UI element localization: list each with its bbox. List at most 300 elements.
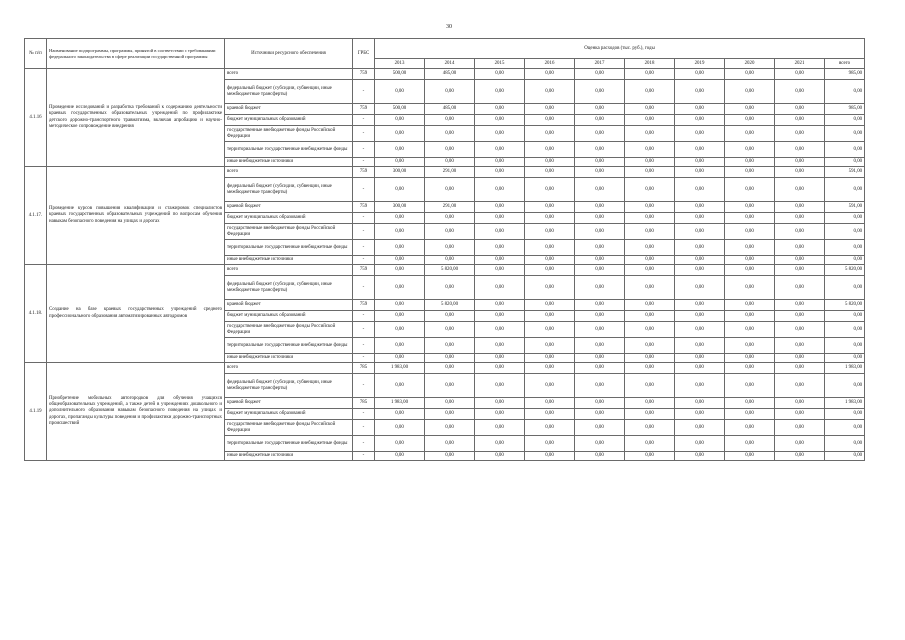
funding-source: бюджет муниципальных образований — [225, 311, 353, 322]
year-value: 0,00 — [425, 436, 475, 452]
year-value: 0,00 — [575, 69, 625, 80]
year-value: 0,00 — [625, 178, 675, 202]
year-value: 300,00 — [375, 202, 425, 213]
year-value: 0,00 — [375, 265, 425, 276]
total-value: 985,00 — [825, 104, 865, 115]
year-value: 0,00 — [475, 300, 525, 311]
funding-source: иные внебюджетные источники — [225, 256, 353, 265]
grbs-code: 785 — [353, 363, 375, 374]
year-value: 0,00 — [425, 363, 475, 374]
total-value: 0,00 — [825, 240, 865, 256]
measure-name: Проведение курсов повышения квалификации и стажировок специалистов краевых государственных образовательных учреждений по вопросам обучения навыкам безопасного поведения на улицах и дорогах — [47, 167, 225, 265]
year-value: 0,00 — [575, 452, 625, 461]
year-value: 0,00 — [625, 363, 675, 374]
grbs-code: - — [353, 354, 375, 363]
year-value: 0,00 — [625, 126, 675, 142]
grbs-code: 759 — [353, 300, 375, 311]
year-value: 0,00 — [375, 420, 425, 436]
year-value: 0,00 — [725, 126, 775, 142]
year-value: 0,00 — [725, 363, 775, 374]
year-value: 0,00 — [625, 115, 675, 126]
year-value: 0,00 — [775, 213, 825, 224]
year-value: 0,00 — [475, 224, 525, 240]
total-value: 0,00 — [825, 452, 865, 461]
year-value: 0,00 — [375, 452, 425, 461]
year-value: 0,00 — [575, 436, 625, 452]
grbs-code: - — [353, 178, 375, 202]
year-value: 0,00 — [775, 409, 825, 420]
year-value: 500,00 — [375, 69, 425, 80]
year-value: 0,00 — [375, 224, 425, 240]
year-value: 0,00 — [625, 158, 675, 167]
year-value: 0,00 — [475, 363, 525, 374]
year-value: 0,00 — [525, 213, 575, 224]
year-value: 0,00 — [425, 115, 475, 126]
header-grbs: ГРБС — [353, 39, 375, 69]
measure-name: Создание на базе краевых государственных учреждений среднего профессионального образования автоматизированных автодромов — [47, 265, 225, 363]
table-row — [25, 265, 865, 276]
year-value: 0,00 — [425, 322, 475, 338]
year-value: 5 820,00 — [425, 300, 475, 311]
header-name: Наименование подпрограммы, программы, принятой в соответствии с требованиями федерального законодательства в сфере реализации государственной программы — [47, 39, 225, 69]
grbs-code: - — [353, 126, 375, 142]
year-value: 0,00 — [525, 80, 575, 104]
year-value: 0,00 — [475, 104, 525, 115]
year-value: 0,00 — [675, 69, 725, 80]
year-value: 0,00 — [675, 398, 725, 409]
year-value: 0,00 — [425, 354, 475, 363]
grbs-code: - — [353, 436, 375, 452]
funding-source: всего — [225, 363, 353, 374]
year-value: 0,00 — [475, 240, 525, 256]
year-value: 0,00 — [775, 256, 825, 265]
total-value: 0,00 — [825, 338, 865, 354]
year-value: 0,00 — [775, 354, 825, 363]
year-value: 0,00 — [625, 240, 675, 256]
funding-source: государственные внебюджетные фонды Российской Федерации — [225, 224, 353, 240]
year-value: 0,00 — [775, 126, 825, 142]
year-value: 0,00 — [675, 178, 725, 202]
year-value: 485,00 — [425, 104, 475, 115]
year-value: 0,00 — [775, 158, 825, 167]
year-value: 0,00 — [425, 452, 475, 461]
year-value: 0,00 — [525, 276, 575, 300]
year-value: 0,00 — [525, 167, 575, 178]
year-value: 0,00 — [675, 338, 725, 354]
total-value: 1 983,00 — [825, 398, 865, 409]
grbs-code: - — [353, 374, 375, 398]
year-value: 0,00 — [425, 311, 475, 322]
year-value: 0,00 — [675, 322, 725, 338]
year-value: 0,00 — [625, 142, 675, 158]
year-value: 0,00 — [575, 322, 625, 338]
grbs-code: - — [353, 115, 375, 126]
grbs-code: - — [353, 420, 375, 436]
year-value: 0,00 — [375, 276, 425, 300]
year-value: 0,00 — [375, 126, 425, 142]
year-value: 0,00 — [425, 80, 475, 104]
header-year: всего — [825, 59, 865, 69]
year-value: 0,00 — [525, 322, 575, 338]
year-value: 0,00 — [525, 420, 575, 436]
year-value: 0,00 — [525, 240, 575, 256]
funding-source: федеральный бюджет (субсидии, субвенции, иные межбюджетные трансферты) — [225, 80, 353, 104]
year-value: 0,00 — [725, 202, 775, 213]
header-source: Источники ресурсного обеспечения — [225, 39, 353, 69]
year-value: 0,00 — [625, 167, 675, 178]
year-value: 485,00 — [425, 69, 475, 80]
year-value: 0,00 — [775, 69, 825, 80]
year-value: 0,00 — [375, 374, 425, 398]
year-value: 0,00 — [525, 409, 575, 420]
year-value: 0,00 — [725, 374, 775, 398]
year-value: 0,00 — [725, 338, 775, 354]
grbs-code: - — [353, 240, 375, 256]
total-value: 0,00 — [825, 178, 865, 202]
year-value: 0,00 — [725, 300, 775, 311]
year-value: 0,00 — [475, 354, 525, 363]
total-value: 0,00 — [825, 354, 865, 363]
year-value: 0,00 — [675, 436, 725, 452]
year-value: 0,00 — [425, 126, 475, 142]
year-value: 0,00 — [375, 178, 425, 202]
funding-source: иные внебюджетные источники — [225, 354, 353, 363]
year-value: 0,00 — [475, 167, 525, 178]
year-value: 0,00 — [725, 178, 775, 202]
year-value: 0,00 — [725, 322, 775, 338]
total-value: 0,00 — [825, 80, 865, 104]
year-value: 0,00 — [375, 240, 425, 256]
year-value: 1 983,00 — [375, 398, 425, 409]
year-value: 0,00 — [625, 322, 675, 338]
year-value: 0,00 — [725, 167, 775, 178]
year-value: 0,00 — [425, 240, 475, 256]
year-value: 0,00 — [575, 115, 625, 126]
total-value: 0,00 — [825, 409, 865, 420]
year-value: 0,00 — [575, 126, 625, 142]
grbs-code: - — [353, 224, 375, 240]
year-value: 0,00 — [525, 126, 575, 142]
year-value: 0,00 — [675, 80, 725, 104]
year-value: 0,00 — [575, 202, 625, 213]
year-value: 0,00 — [725, 224, 775, 240]
year-value: 0,00 — [375, 322, 425, 338]
year-value: 0,00 — [625, 409, 675, 420]
funding-source: всего — [225, 167, 353, 178]
year-value: 0,00 — [475, 338, 525, 354]
year-value: 0,00 — [425, 276, 475, 300]
year-value: 0,00 — [475, 158, 525, 167]
grbs-code: - — [353, 276, 375, 300]
year-value: 0,00 — [475, 178, 525, 202]
year-value: 0,00 — [725, 240, 775, 256]
total-value: 0,00 — [825, 142, 865, 158]
header-year: 2019 — [675, 59, 725, 69]
measure-code: 4.1.18. — [25, 265, 47, 363]
year-value: 0,00 — [675, 158, 725, 167]
funding-source: краевой бюджет — [225, 202, 353, 213]
year-value: 0,00 — [475, 276, 525, 300]
funding-source: государственные внебюджетные фонды Российской Федерации — [225, 420, 353, 436]
funding-source: территориальные государственные внебюджетные фонды — [225, 436, 353, 452]
funding-source: федеральный бюджет (субсидии, субвенции, иные межбюджетные трансферты) — [225, 276, 353, 300]
table-row — [25, 69, 865, 80]
funding-source: территориальные государственные внебюджетные фонды — [225, 240, 353, 256]
year-value: 0,00 — [475, 69, 525, 80]
measure-name: Приобретение мобильных автогородков для обучения учащихся общеобразовательных учреждений, а также детей в учреждениях дошкольного и дополнительного образования навыкам безопасного поведения на улицах и дорогах, пропаганды культуры поведения и профилактики дорожно-транспортных происшествий — [47, 363, 225, 461]
year-value: 5 820,00 — [425, 265, 475, 276]
year-value: 0,00 — [625, 276, 675, 300]
year-value: 0,00 — [475, 202, 525, 213]
year-value: 0,00 — [375, 142, 425, 158]
grbs-code: - — [353, 80, 375, 104]
total-value: 0,00 — [825, 115, 865, 126]
year-value: 0,00 — [775, 322, 825, 338]
year-value: 0,00 — [775, 276, 825, 300]
year-value: 0,00 — [475, 452, 525, 461]
year-value: 500,00 — [375, 104, 425, 115]
year-value: 0,00 — [475, 436, 525, 452]
grbs-code: 759 — [353, 69, 375, 80]
grbs-code: - — [353, 158, 375, 167]
year-value: 0,00 — [475, 409, 525, 420]
year-value: 0,00 — [525, 311, 575, 322]
grbs-code: - — [353, 256, 375, 265]
header-year: 2014 — [425, 59, 475, 69]
page-number: 30 — [446, 24, 452, 30]
year-value: 0,00 — [775, 300, 825, 311]
year-value: 0,00 — [575, 80, 625, 104]
year-value: 0,00 — [725, 354, 775, 363]
year-value: 0,00 — [625, 354, 675, 363]
year-value: 0,00 — [375, 115, 425, 126]
header-year: 2013 — [375, 59, 425, 69]
year-value: 0,00 — [625, 300, 675, 311]
year-value: 0,00 — [625, 338, 675, 354]
year-value: 0,00 — [775, 167, 825, 178]
measure-code: 4.1.16 — [25, 69, 47, 167]
year-value: 0,00 — [425, 213, 475, 224]
measure-code: 4.1.19 — [25, 363, 47, 461]
year-value: 0,00 — [575, 256, 625, 265]
year-value: 0,00 — [425, 409, 475, 420]
year-value: 0,00 — [525, 354, 575, 363]
total-value: 985,00 — [825, 69, 865, 80]
year-value: 0,00 — [675, 420, 725, 436]
year-value: 0,00 — [525, 265, 575, 276]
grbs-code: - — [353, 213, 375, 224]
year-value: 0,00 — [625, 265, 675, 276]
year-value: 0,00 — [425, 158, 475, 167]
year-value: 0,00 — [625, 202, 675, 213]
year-value: 0,00 — [525, 398, 575, 409]
year-value: 0,00 — [475, 374, 525, 398]
year-value: 0,00 — [375, 80, 425, 104]
year-value: 0,00 — [675, 224, 725, 240]
grbs-code: - — [353, 311, 375, 322]
year-value: 0,00 — [575, 158, 625, 167]
year-value: 0,00 — [375, 256, 425, 265]
year-value: 0,00 — [775, 115, 825, 126]
header-year: 2015 — [475, 59, 525, 69]
year-value: 0,00 — [475, 256, 525, 265]
year-value: 0,00 — [425, 338, 475, 354]
year-value: 0,00 — [725, 265, 775, 276]
grbs-code: - — [353, 409, 375, 420]
year-value: 0,00 — [775, 311, 825, 322]
year-value: 0,00 — [525, 224, 575, 240]
year-value: 0,00 — [675, 256, 725, 265]
year-value: 0,00 — [675, 374, 725, 398]
year-value: 0,00 — [675, 202, 725, 213]
grbs-code: - — [353, 322, 375, 338]
year-value: 0,00 — [575, 363, 625, 374]
year-value: 0,00 — [725, 311, 775, 322]
year-value: 0,00 — [575, 104, 625, 115]
year-value: 0,00 — [575, 142, 625, 158]
year-value: 0,00 — [725, 420, 775, 436]
year-value: 0,00 — [775, 178, 825, 202]
funding-source: бюджет муниципальных образований — [225, 409, 353, 420]
year-value: 0,00 — [425, 224, 475, 240]
header-year: 2018 — [625, 59, 675, 69]
year-value: 0,00 — [775, 240, 825, 256]
year-value: 0,00 — [775, 436, 825, 452]
year-value: 0,00 — [675, 311, 725, 322]
year-value: 0,00 — [525, 115, 575, 126]
total-value: 0,00 — [825, 213, 865, 224]
funding-source: всего — [225, 69, 353, 80]
year-value: 291,00 — [425, 167, 475, 178]
year-value: 0,00 — [525, 178, 575, 202]
funding-source: территориальные государственные внебюджетные фонды — [225, 338, 353, 354]
header-year: 2017 — [575, 59, 625, 69]
measure-name: Проведение исследований и разработка требований к содержанию деятельности краевых государственных образовательных учреждений по профилактике детского дорожно-транспортного травматизма, включая апробацию и научно-методическое сопровождение внедрения — [47, 69, 225, 167]
year-value: 0,00 — [525, 104, 575, 115]
grbs-code: - — [353, 452, 375, 461]
funding-source: бюджет муниципальных образований — [225, 115, 353, 126]
total-value: 0,00 — [825, 420, 865, 436]
total-value: 0,00 — [825, 256, 865, 265]
year-value: 0,00 — [775, 104, 825, 115]
year-value: 0,00 — [525, 202, 575, 213]
year-value: 0,00 — [525, 142, 575, 158]
year-value: 0,00 — [475, 142, 525, 158]
year-value: 0,00 — [725, 158, 775, 167]
year-value: 0,00 — [775, 202, 825, 213]
total-value: 0,00 — [825, 126, 865, 142]
table-row — [25, 363, 865, 374]
year-value: 0,00 — [375, 338, 425, 354]
year-value: 0,00 — [625, 398, 675, 409]
year-value: 0,00 — [575, 265, 625, 276]
year-value: 0,00 — [575, 374, 625, 398]
total-value: 0,00 — [825, 224, 865, 240]
total-value: 591,00 — [825, 167, 865, 178]
total-value: 0,00 — [825, 436, 865, 452]
year-value: 0,00 — [525, 452, 575, 461]
year-value: 0,00 — [625, 224, 675, 240]
year-value: 0,00 — [675, 363, 725, 374]
year-value: 0,00 — [675, 354, 725, 363]
funding-source: иные внебюджетные источники — [225, 158, 353, 167]
year-value: 0,00 — [675, 300, 725, 311]
header-year: 2016 — [525, 59, 575, 69]
year-value: 0,00 — [525, 338, 575, 354]
year-value: 0,00 — [675, 265, 725, 276]
year-value: 0,00 — [725, 115, 775, 126]
header-estimate: Оценка расходов (тыс. руб.), годы — [375, 39, 865, 59]
year-value: 0,00 — [575, 311, 625, 322]
year-value: 0,00 — [575, 276, 625, 300]
year-value: 0,00 — [675, 115, 725, 126]
year-value: 0,00 — [775, 363, 825, 374]
total-value: 0,00 — [825, 322, 865, 338]
year-value: 0,00 — [675, 142, 725, 158]
funding-source: государственные внебюджетные фонды Российской Федерации — [225, 126, 353, 142]
grbs-code: 759 — [353, 202, 375, 213]
total-value: 0,00 — [825, 374, 865, 398]
year-value: 0,00 — [525, 256, 575, 265]
year-value: 0,00 — [775, 452, 825, 461]
year-value: 0,00 — [575, 300, 625, 311]
year-value: 0,00 — [725, 436, 775, 452]
year-value: 0,00 — [775, 142, 825, 158]
header-year: 2020 — [725, 59, 775, 69]
year-value: 0,00 — [575, 398, 625, 409]
year-value: 0,00 — [625, 213, 675, 224]
budget-table-container — [24, 38, 864, 461]
measure-code: 4.1.17. — [25, 167, 47, 265]
year-value: 0,00 — [475, 265, 525, 276]
year-value: 0,00 — [675, 452, 725, 461]
year-value: 0,00 — [575, 338, 625, 354]
funding-source: краевой бюджет — [225, 300, 353, 311]
year-value: 0,00 — [675, 240, 725, 256]
table-row — [25, 167, 865, 178]
grbs-code: - — [353, 142, 375, 158]
total-value: 5 820,00 — [825, 300, 865, 311]
year-value: 0,00 — [725, 409, 775, 420]
grbs-code: 785 — [353, 398, 375, 409]
funding-source: федеральный бюджет (субсидии, субвенции, иные межбюджетные трансферты) — [225, 178, 353, 202]
year-value: 0,00 — [425, 398, 475, 409]
year-value: 0,00 — [425, 256, 475, 265]
year-value: 0,00 — [775, 398, 825, 409]
header-year: 2021 — [775, 59, 825, 69]
total-value: 0,00 — [825, 276, 865, 300]
year-value: 0,00 — [475, 398, 525, 409]
year-value: 0,00 — [625, 69, 675, 80]
year-value: 0,00 — [525, 436, 575, 452]
year-value: 0,00 — [725, 69, 775, 80]
funding-source: иные внебюджетные источники — [225, 452, 353, 461]
funding-source: всего — [225, 265, 353, 276]
total-value: 5 820,00 — [825, 265, 865, 276]
year-value: 0,00 — [725, 256, 775, 265]
funding-source: государственные внебюджетные фонды Российской Федерации — [225, 322, 353, 338]
year-value: 0,00 — [775, 224, 825, 240]
total-value: 591,00 — [825, 202, 865, 213]
year-value: 0,00 — [775, 338, 825, 354]
year-value: 0,00 — [775, 420, 825, 436]
total-value: 0,00 — [825, 311, 865, 322]
year-value: 0,00 — [375, 354, 425, 363]
year-value: 0,00 — [375, 158, 425, 167]
year-value: 0,00 — [425, 374, 475, 398]
year-value: 0,00 — [375, 311, 425, 322]
year-value: 0,00 — [625, 420, 675, 436]
